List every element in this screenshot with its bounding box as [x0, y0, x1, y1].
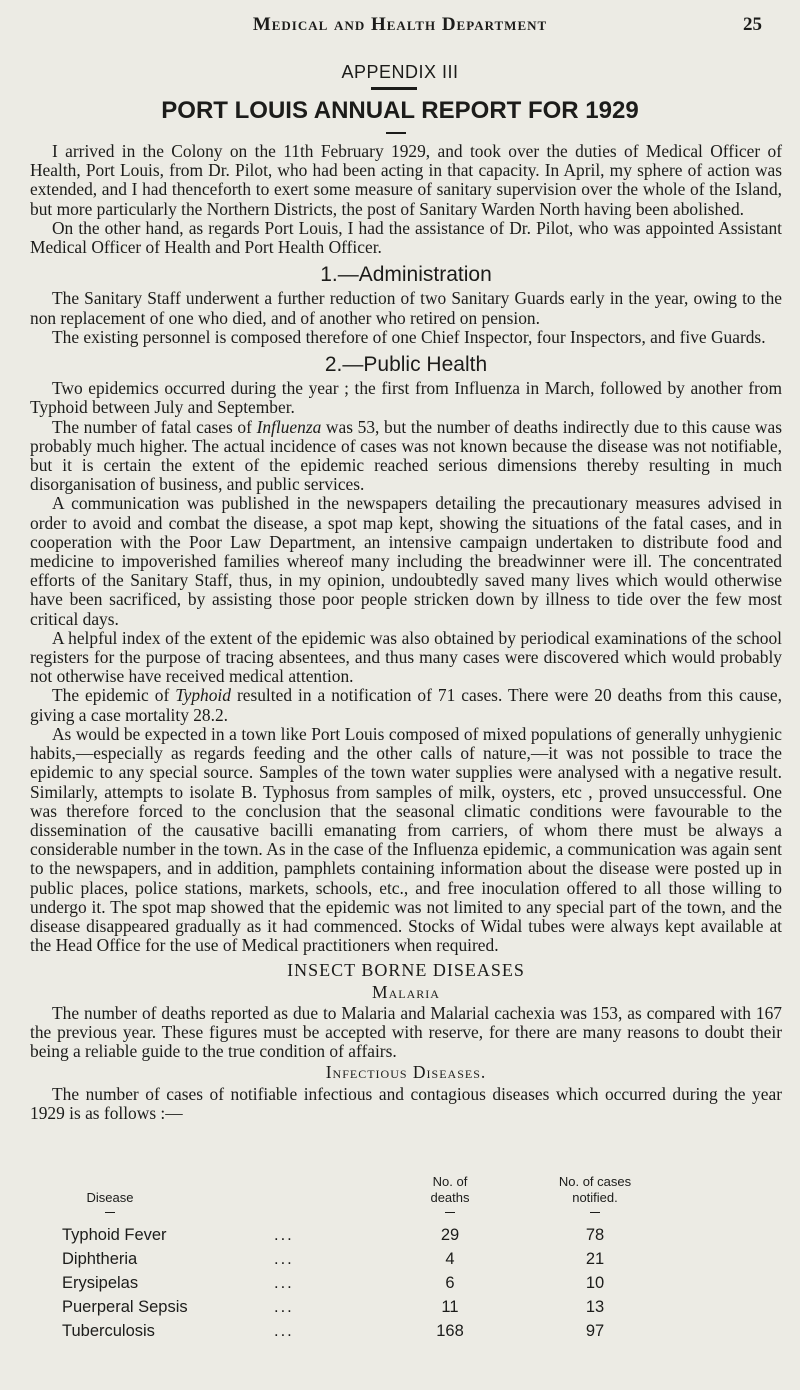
typhoid-paragraph	[30, 686, 782, 724]
leader-dots: ...	[274, 1322, 294, 1340]
malaria-heading: Malaria	[372, 981, 440, 1002]
title-rule	[386, 132, 406, 134]
typhoid-term: Typhoid	[175, 685, 231, 706]
column-header-line: No. of	[432, 1174, 468, 1189]
school-registers-paragraph: A helpful index of the extent of the epidemic was also obtained by periodical examinations of the school registers for the purpose of tracing absentees, and thus many cases were discovered which would probably not otherwise have received medical attention.	[30, 627, 782, 687]
running-title: Medical and Health Department	[252, 14, 548, 35]
header-dash	[590, 1212, 600, 1213]
column-header-deaths	[400, 1174, 500, 1206]
infectious-diseases-heading: Infectious Diseases.	[325, 1062, 487, 1083]
text-run: was 53, but the number of deaths indirectly due to this cause was probably much higher. The actual incidence of cases was not known because the disease was not notifiable, but it is certain the extent of the epidemic reached serious dimensions thereby resulting in much disorganisation of business, and public services.	[30, 416, 782, 495]
administration-paragraph: The existing personnel is composed therefore of one Chief Inspector, four Inspectors, and five Guards.	[52, 326, 766, 347]
report-title: PORT LOUIS ANNUAL REPORT FOR 1929	[161, 97, 639, 124]
notified-count: 97	[585, 1322, 605, 1340]
table-row	[0, 1322, 800, 1346]
leader-dots: ...	[274, 1274, 294, 1292]
public-health-paragraph: Two epidemics occurred during the year ; the first from Influenza in March, followed by another from Typhoid between July and September.	[30, 378, 782, 418]
column-header-line: notified.	[572, 1190, 618, 1205]
column-header-line: No. of cases	[558, 1174, 632, 1189]
table-row	[0, 1250, 800, 1274]
disease-name: Typhoid Fever	[62, 1226, 167, 1244]
leader-dots: ...	[274, 1226, 294, 1244]
appendix-rule	[371, 87, 417, 90]
disease-name: Diphtheria	[62, 1250, 138, 1268]
deaths-count: 6	[445, 1274, 455, 1292]
disease-name: Puerperal Sepsis	[62, 1298, 188, 1316]
leader-dots: ...	[274, 1250, 294, 1268]
text-run: The epidemic of	[52, 685, 176, 706]
influenza-term: Influenza	[256, 416, 322, 437]
deaths-count: 11	[441, 1298, 459, 1316]
page-number: 25	[743, 14, 762, 35]
table-row	[0, 1274, 800, 1298]
insect-borne-heading: INSECT BORNE DISEASES	[287, 960, 525, 981]
notified-count: 13	[585, 1298, 605, 1316]
column-header-line: deaths	[430, 1190, 470, 1205]
section-heading-administration: 1.—Administration	[320, 263, 492, 287]
deaths-count: 168	[436, 1322, 464, 1340]
section-heading-public-health: 2.—Public Health	[324, 353, 488, 377]
table-row	[0, 1298, 800, 1322]
malaria-paragraph: The number of deaths reported as due to Malaria and Malarial cachexia was 153, as compared with 167 the previous year. These figures must be accepted with reserve, for there are many reasons to doubt their being a reliable guide to the true condition of affairs.	[30, 1002, 782, 1062]
notified-count: 10	[585, 1274, 605, 1292]
column-header-disease: Disease	[86, 1190, 134, 1205]
deaths-count: 4	[445, 1250, 455, 1268]
epidemic-source-paragraph: As would be expected in a town like Port Louis composed of mixed populations of generally unhygienic habits,—especially as regards feeding and the other calls of nature,—it was not possible to trace the epidemic to any special source. Samples of the town water supplies were analysed with a negative result. Similarly, attempts to isolate B. Typhosus from samples of milk, oysters, etc , proved unsuccessful. One was therefore forced to the conclusion that the seasonal climatic conditions were favourable to the dissemination of the causative bacilli emanating from carriers, of whom there must be always a considerable number in the town. As in the case of the Influenza epidemic, a communication was again sent to the newspapers, and in addition, pamphlets containing information about the disease were posted up in public places, police stations, markets, schools, etc., and free inoculation offered to all those willing to undergo it. The spot map showed that the epidemic was not limited to any special part of the town, and the disease disappeared gradually as it had commenced. Stocks of Widal tubes were always kept available at the Head Office for the use of Medical practitioners when required.	[30, 723, 782, 956]
intro-paragraph: I arrived in the Colony on the 11th February 1929, and took over the duties of Medical Officer of Health, Port Louis, from Dr. Pilot, who had been acting in that capacity. In April, my sphere of action was extended, and I had thenceforth to exert some measure of sanitary supervision over the whole of the Island, but more particularly the Northern Districts, the post of Sanitary Warden North having been abolished.	[30, 141, 782, 219]
notified-count: 21	[585, 1250, 605, 1268]
text-run: resulted in a notification of 71 cases. There were 20 deaths from this cause, giving a case mortality 28.2.	[30, 685, 782, 725]
intro-paragraph: On the other hand, as regards Port Louis, I had the assistance of Dr. Pilot, who was appointed Assistant Medical Officer of Health and Port Health Officer.	[30, 217, 782, 258]
appendix-label: APPENDIX III	[341, 62, 459, 82]
disease-name: Erysipelas	[62, 1274, 139, 1292]
text-run: The number of fatal cases of	[52, 416, 257, 437]
leader-dots: ...	[274, 1298, 294, 1316]
administration-paragraph: The Sanitary Staff underwent a further reduction of two Sanitary Guards early in the year, owing to the non replacement of one who died, and of another who retired on pension.	[30, 288, 782, 328]
column-header-notified	[540, 1174, 650, 1206]
deaths-count: 29	[440, 1226, 460, 1244]
running-head	[0, 14, 800, 40]
influenza-paragraph	[30, 418, 782, 495]
header-dash	[105, 1212, 115, 1213]
communication-paragraph: A communication was published in the newspapers detailing the precautionary measures advised in order to avoid and combat the disease, a spot map kept, showing the situations of the fatal cases, and in cooperation with the Poor Law Department, an intensive campaign undertaken to distribute food and medicine to impoverished families whereof many including the breadwinner were ill. The concentrated efforts of the Sanitary Staff, thus, in my opinion, undoubtedly saved many lives which would otherwise have been sacrificed, by assisting those poor people stricken down by illness to tide over the few most critical days.	[30, 493, 782, 629]
infectious-paragraph: The number of cases of notifiable infectious and contagious diseases which occurred during the year 1929 is as follows :—	[30, 1083, 782, 1123]
disease-name: Tuberculosis	[62, 1322, 155, 1340]
table-row	[0, 1226, 800, 1250]
disease-table	[0, 1168, 800, 1388]
header-dash	[445, 1212, 455, 1213]
notified-count: 78	[585, 1226, 605, 1244]
body-text	[30, 142, 782, 1123]
